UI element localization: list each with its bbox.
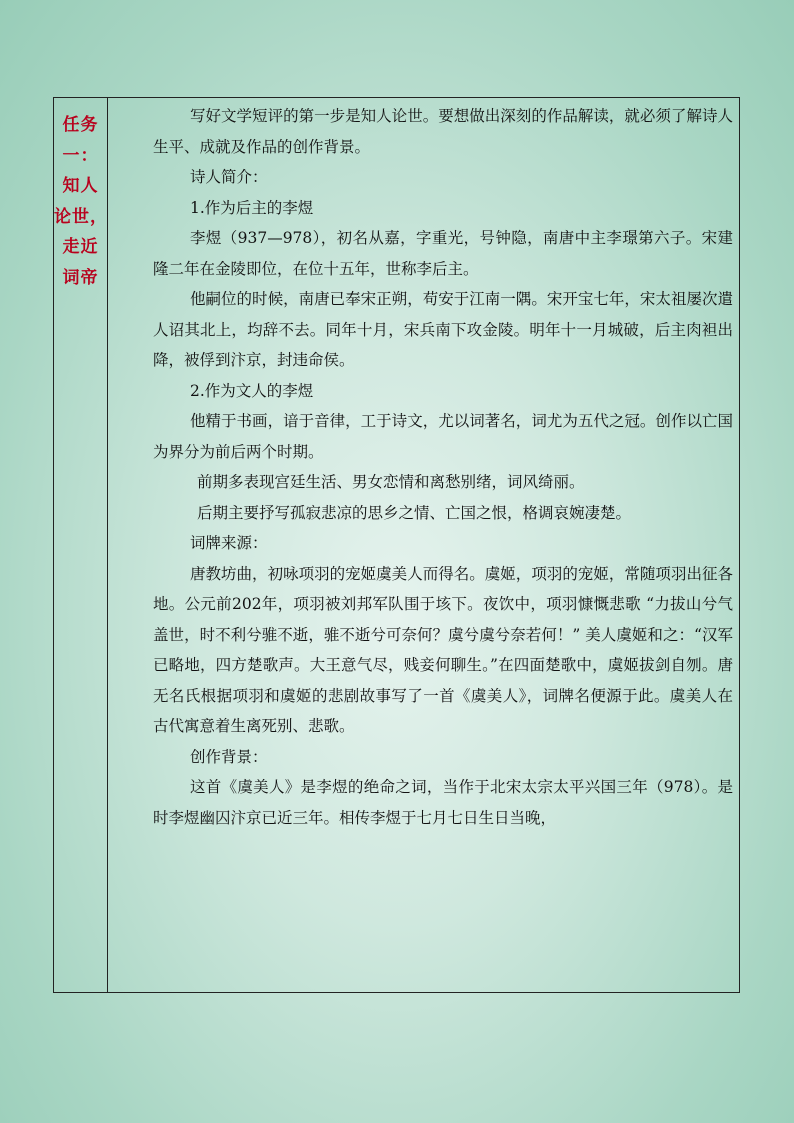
paragraph-intro: 写好文学短评的第一步是知人论世。要想做出深刻的作品解读，就必须了解诗人生平、成就及作品的创作背景。: [153, 107, 733, 156]
task-label-cell: [54, 98, 108, 992]
task-label-line: 任务: [62, 115, 99, 135]
paragraph-background: 这首《虞美人》是李煜的绝命之词，当作于北宋太宗太平兴国三年（978）。是时李煜幽囚汴京已近三年。相传李煜于七月七日生日当晚，: [153, 778, 733, 827]
heading-background: 创作背景：: [190, 747, 268, 766]
task-label-line: 一：: [62, 145, 99, 166]
content-cell: [108, 98, 739, 992]
paragraph-literary-skill: 他精于书画，谙于音律，工于诗文，尤以词著名，词尤为五代之冠。创作以亡国为界分为前后两个时期。: [153, 412, 733, 461]
task-label-line: 论世，: [54, 206, 108, 227]
paragraph-cipai-story: 唐教坊曲，初咏项羽的宠姬虞美人而得名。虞姬，项羽的宠姬，常随项羽出征各地。公元前202年，项羽被刘邦军队围于垓下。夜饮中，项羽慷慨悲歌 “力拔山兮气盖世，时不利兮骓不逝，骓不逝兮可奈何？虞兮虞兮奈若何！” 美人虞姬和之：“汉军已略地，四方楚歌声。大王意气尽，贱妾何聊生。”在四面楚歌中，虞姬拔剑自刎。唐无名氏根据项羽和虞姬的悲剧故事写了一首《虞美人》，词牌名便源于此。虞美人在古代寓意着生离死别、悲歌。: [153, 564, 733, 735]
task-label-line: 知人: [62, 176, 99, 196]
paragraph-biography: 李煜（937—978），初名从嘉，字重光，号钟隐，南唐中主李璟第六子。宋建隆二年在金陵即位，在位十五年，世称李后主。: [153, 229, 733, 278]
task-label-line: 走近: [62, 237, 99, 257]
heading-as-ruler: 1.作为后主的李煜: [190, 198, 314, 217]
heading-as-literatus: 2.作为文人的李煜: [190, 381, 314, 400]
paragraph-late-period: 后期主要抒写孤寂悲凉的思乡之情、亡国之恨，格调哀婉凄楚。: [197, 503, 632, 522]
document-table: [53, 97, 740, 993]
task-label-line: 词帝: [62, 267, 99, 288]
paragraph-reign: 他嗣位的时候，南唐已奉宋正朔，苟安于江南一隅。宋开宝七年，宋太祖屡次遣人诏其北上，均辞不去。同年十月，宋兵南下攻金陵。明年十一月城破，后主肉袒出降，被俘到汴京，封违命侯。: [153, 290, 733, 369]
paragraph-early-period: 前期多表现宫廷生活、男女恋情和离愁别绪，词风绮丽。: [197, 473, 585, 491]
heading-cipai-origin: 词牌来源：: [190, 534, 268, 552]
heading-poet-intro: 诗人简介：: [190, 168, 268, 186]
